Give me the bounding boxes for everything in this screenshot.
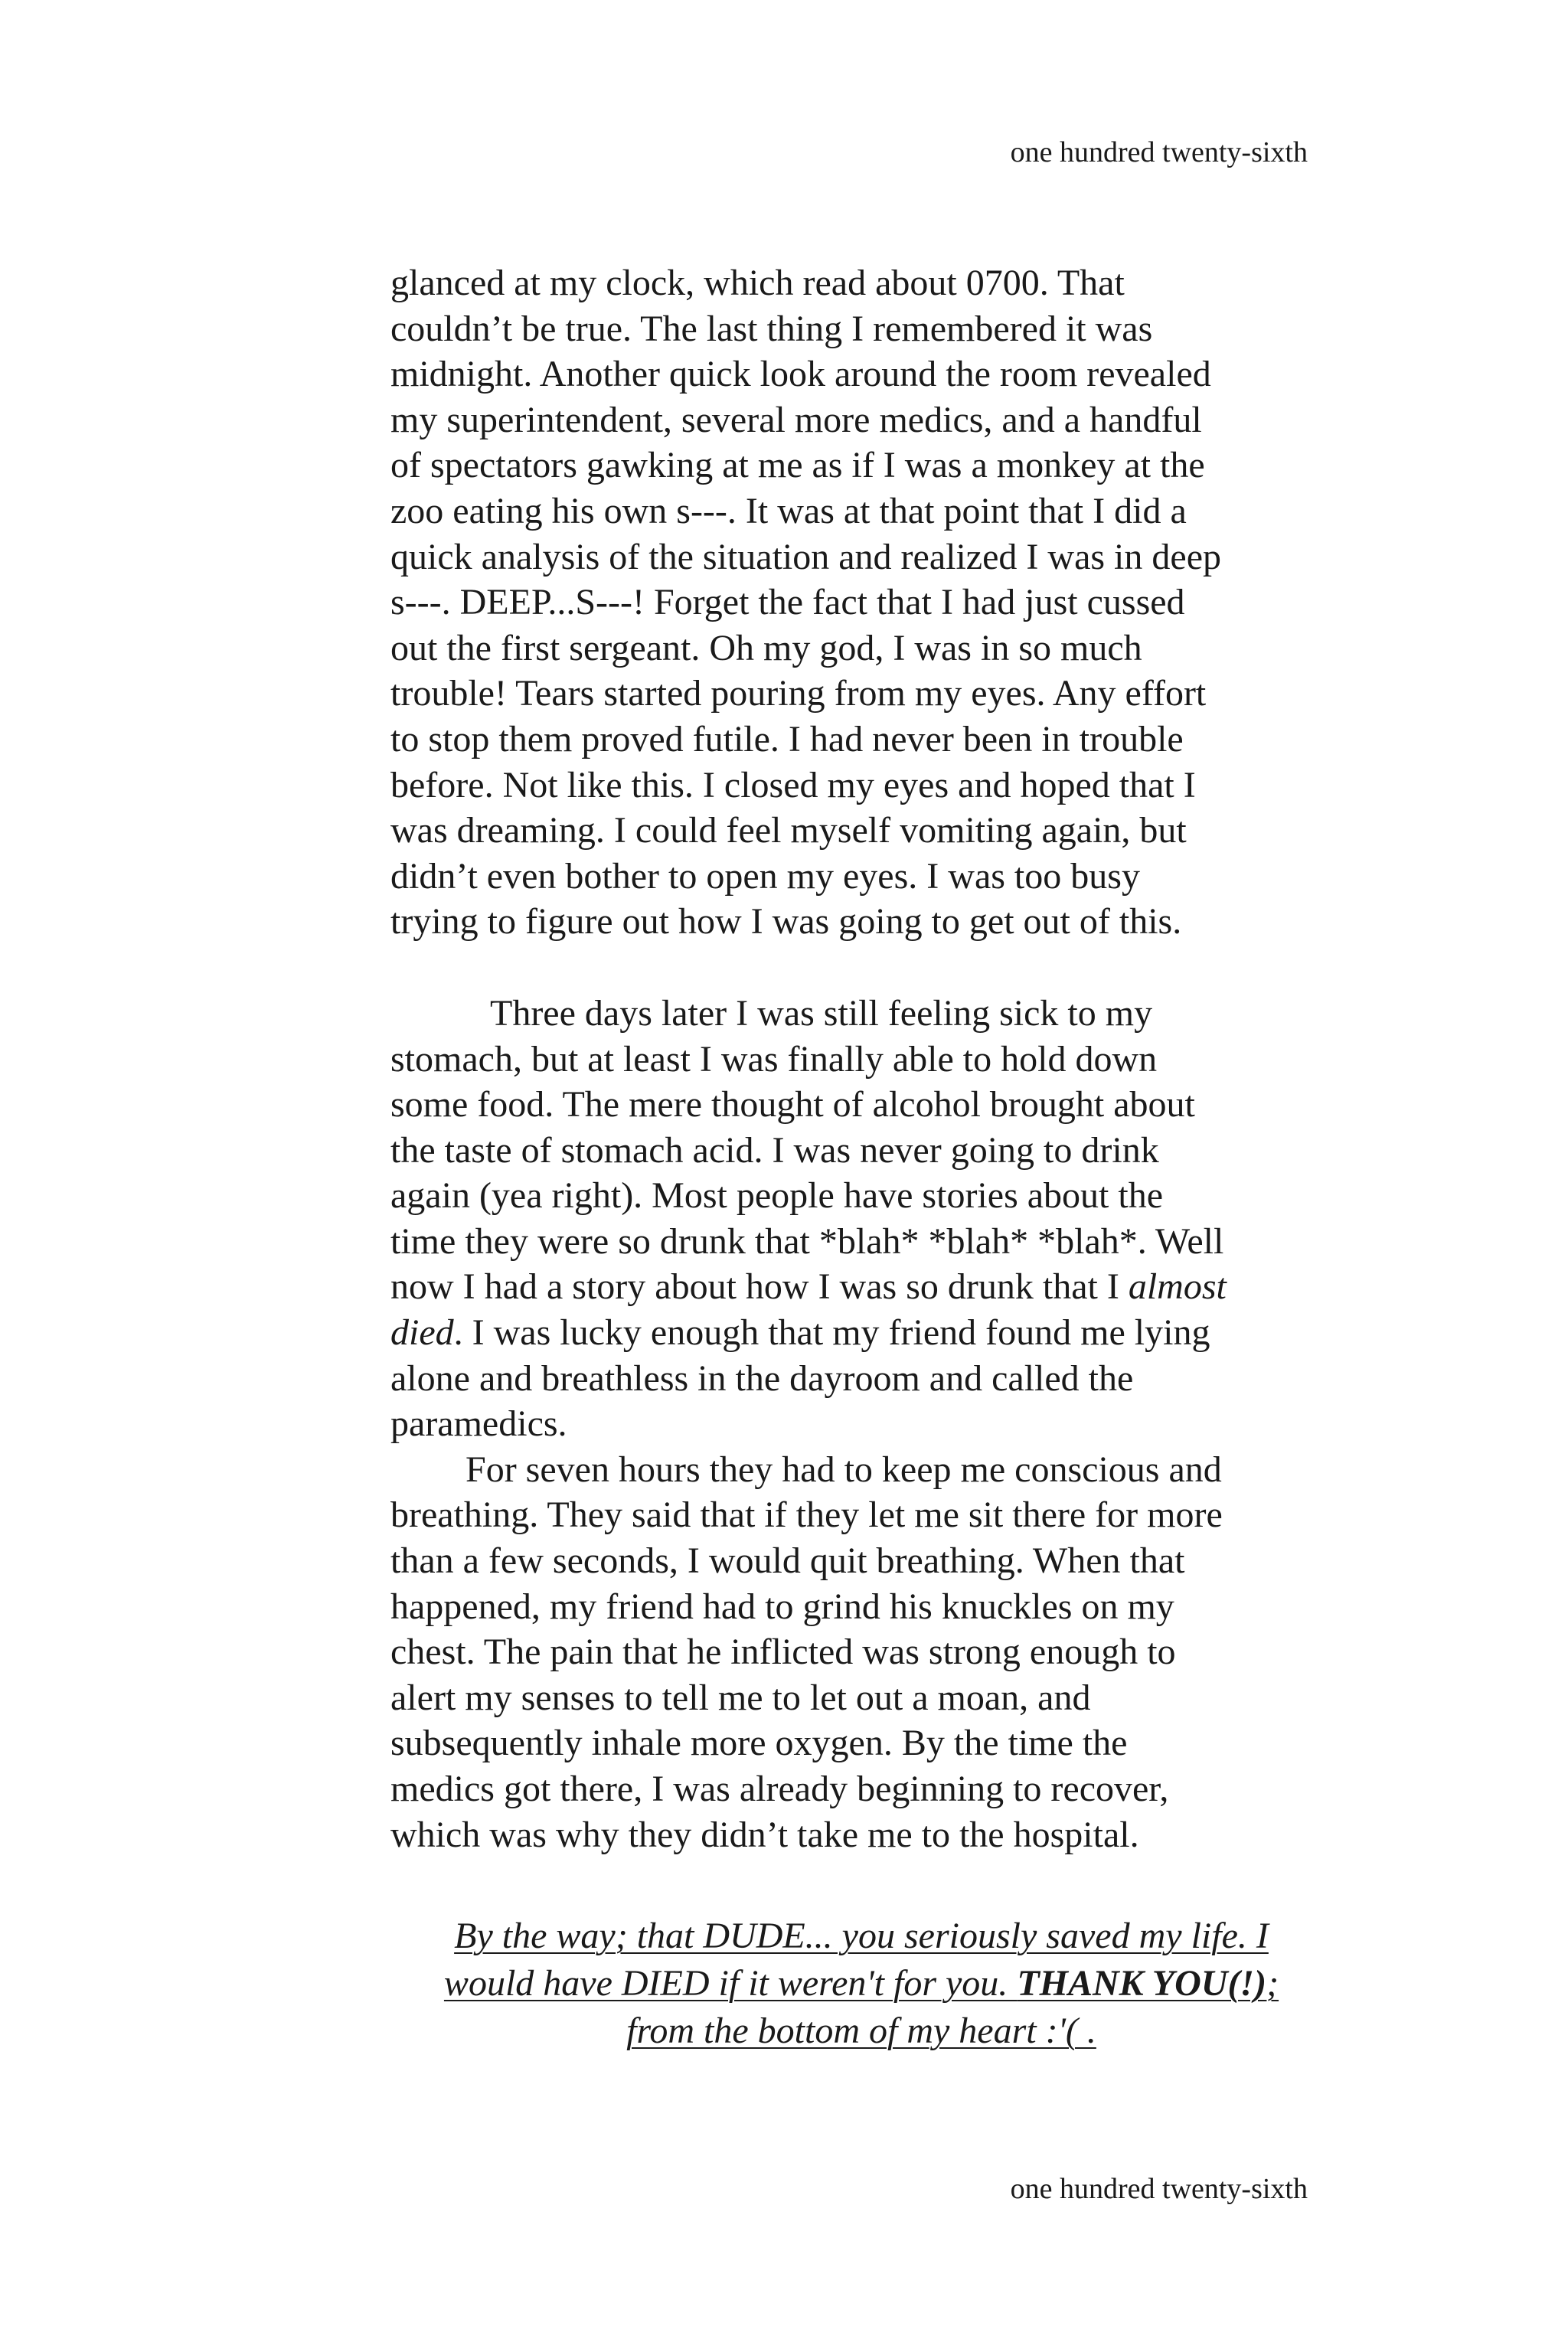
text-line: subsequently inhale more oxygen. By the time the	[390, 1723, 1128, 1764]
text-line: breathing. They said that if they let me sit there for more	[390, 1494, 1223, 1536]
paragraph-2	[390, 991, 1340, 1447]
text-line: medics got there, I was already beginning to recover,	[390, 1769, 1169, 1809]
page-header-label: one hundred twenty-sixth	[1010, 136, 1308, 168]
text-segment: would have DIED if it weren't for you.	[443, 1963, 1018, 2004]
text-line: happened, my friend had to grind his knuckles on my	[390, 1586, 1174, 1627]
text-line: midnight. Another quick look around the room revealed	[390, 354, 1211, 395]
paragraph-1	[390, 260, 1340, 945]
text-segment: . I was lucky enough that my friend found me lying	[453, 1312, 1210, 1354]
text-line: paramedics.	[390, 1403, 567, 1445]
text-line: than a few seconds, I would quit breathing. When that	[390, 1540, 1185, 1582]
text-line: couldn’t be true. The last thing I remembered it was	[390, 308, 1153, 349]
thanks-line	[390, 1960, 1332, 2007]
italic-text: almost	[1128, 1266, 1227, 1308]
text-line: trying to figure out how I was going to get out of this.	[390, 901, 1182, 942]
text-line: Three days later I was still feeling sick to my	[490, 992, 1153, 1034]
paragraph-3	[390, 1447, 1340, 1857]
thank-you-note	[390, 1913, 1332, 2055]
text-line: the taste of stomach acid. I was never going to drink	[390, 1129, 1159, 1171]
text-line: glanced at my clock, which read about 0700. That	[390, 263, 1125, 303]
text-line: s---. DEEP...S---! Forget the fact that I had just cussed	[390, 582, 1185, 623]
text-line: alone and breathless in the dayroom and called the	[390, 1357, 1134, 1399]
text-line: my superintendent, several more medics, and a handful	[390, 399, 1202, 440]
bold-text: THANK YOU(!)	[1017, 1963, 1267, 2004]
text-segment: ;	[1266, 1963, 1279, 2004]
text-line: was dreaming. I could feel myself vomiting again, but	[390, 810, 1187, 851]
text-line: of spectators gawking at me as if I was a monkey at the	[390, 445, 1205, 486]
thanks-line: By the way; that DUDE... you seriously saved my life. I	[454, 1916, 1269, 1956]
text-line: to stop them proved futile. I had never been in trouble	[390, 718, 1184, 760]
italic-text: died	[390, 1312, 454, 1354]
text-line: didn’t even bother to open my eyes. I was too busy	[390, 855, 1140, 897]
text-line: again (yea right). Most people have stories about the	[390, 1175, 1164, 1217]
text-line: time they were so drunk that *blah* *blah* *blah*. Well	[390, 1220, 1224, 1262]
text-line: quick analysis of the situation and realized I was in deep	[390, 536, 1221, 577]
text-line: which was why they didn’t take me to the hospital.	[390, 1814, 1139, 1855]
text-segment: now I had a story about how I was so drunk that I	[390, 1266, 1129, 1308]
thanks-line: from the bottom of my heart :'( .	[626, 2011, 1096, 2051]
text-line	[390, 1264, 1340, 1310]
text-line: zoo eating his own s---. It was at that point that I did a	[390, 490, 1187, 531]
paragraph-spacer	[390, 945, 1340, 991]
text-line: some food. The mere thought of alcohol brought about	[390, 1084, 1195, 1125]
text-line: alert my senses to tell me to let out a moan, and	[390, 1677, 1091, 1718]
text-line: stomach, but at least I was finally able to hold down	[390, 1038, 1158, 1080]
text-line: trouble! Tears started pouring from my eyes. Any effort	[390, 673, 1207, 714]
body-text	[390, 260, 1340, 1857]
text-line	[390, 1310, 1340, 1356]
text-line: chest. The pain that he inflicted was strong enough to	[390, 1632, 1176, 1673]
page-footer-label: one hundred twenty-sixth	[1010, 2173, 1308, 2205]
text-line: For seven hours they had to keep me conscious and	[466, 1449, 1222, 1490]
text-line: out the first sergeant. Oh my god, I was in so much	[390, 627, 1142, 668]
text-line: before. Not like this. I closed my eyes and hoped that I	[390, 764, 1196, 805]
